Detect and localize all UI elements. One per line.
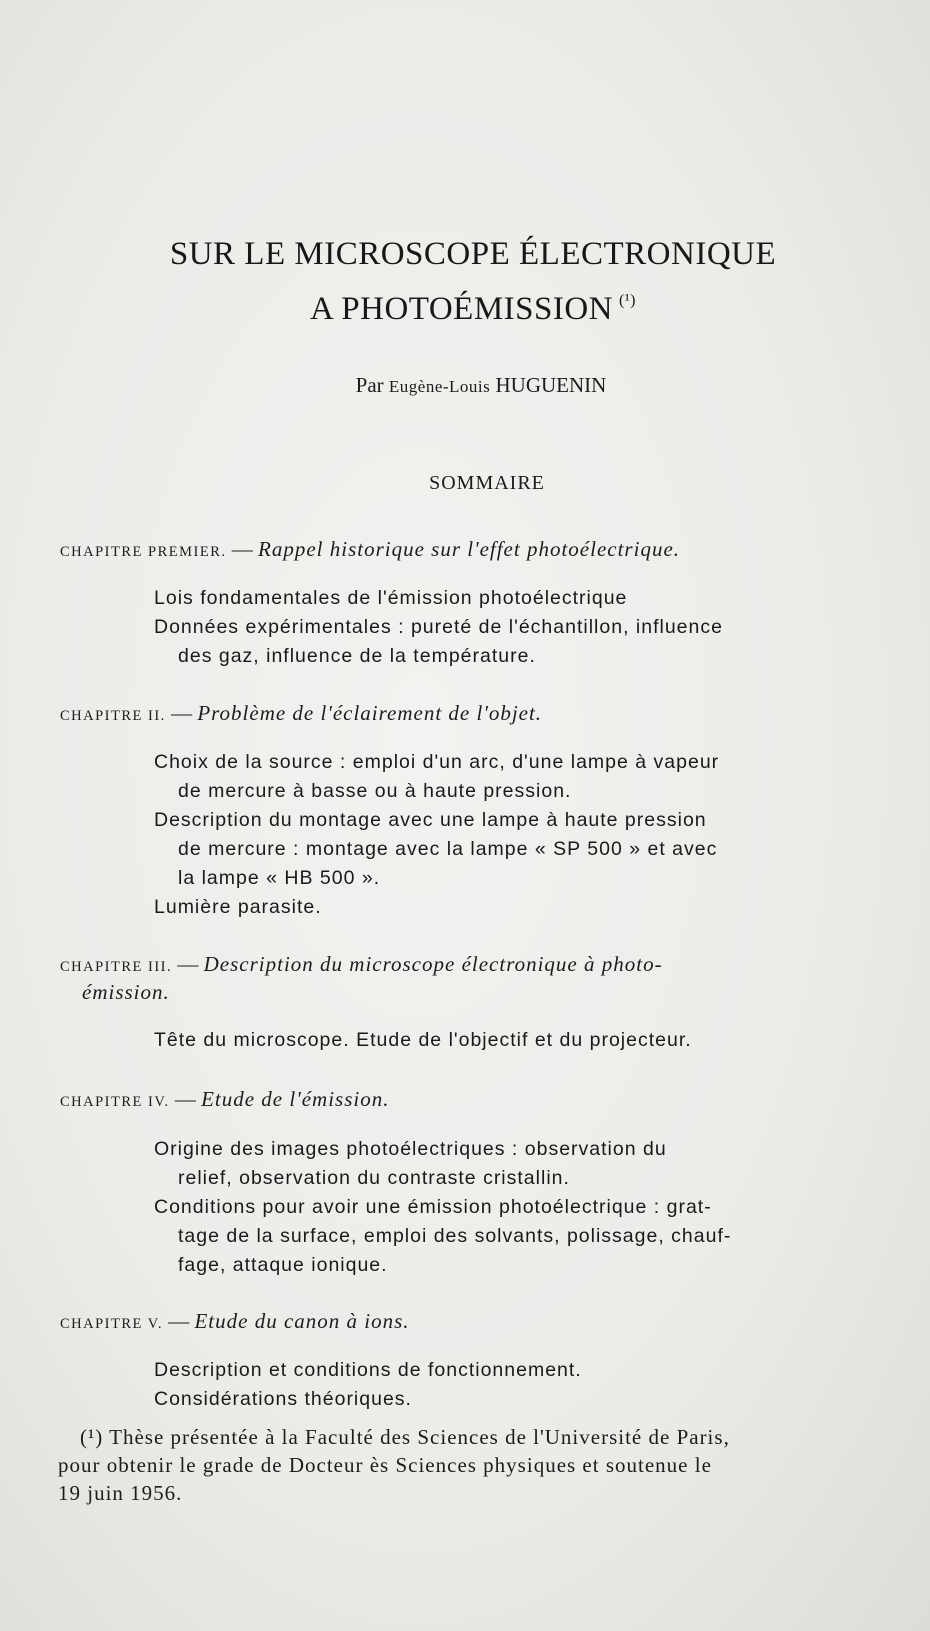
- author-prefix: Par: [355, 373, 384, 397]
- chapter-1-heading: [60, 537, 820, 562]
- chapter-1-line: Données expérimentales : pureté de l'échantillon, influence: [154, 616, 723, 638]
- chapter-3-contents: [154, 1026, 834, 1055]
- chapter-2-line: Lumière parasite.: [154, 896, 322, 918]
- chapter-3-label: CHAPITRE III.: [60, 959, 173, 975]
- chapter-2-line: Description du montage avec une lampe à haute pression: [154, 809, 707, 831]
- chapter-2-line: la lampe « HB 500 ».: [178, 867, 381, 889]
- chapter-4-dash: —: [174, 1087, 196, 1111]
- chapter-3-line: Tête du microscope. Etude de l'objectif et du projecteur.: [154, 1029, 692, 1051]
- footnote-line: (¹) Thèse présentée à la Faculté des Sciences de l'Université de Paris,: [80, 1425, 730, 1449]
- document-title-line-2: [8, 291, 930, 328]
- chapter-1-contents: [154, 584, 834, 671]
- chapter-1-dash: —: [231, 537, 253, 561]
- chapter-2-line: de mercure : montage avec la lampe « SP 500 » et avec: [178, 838, 718, 860]
- chapter-4-line: fage, attaque ionique.: [178, 1254, 388, 1276]
- chapter-4-heading: [60, 1087, 820, 1112]
- chapter-2-title: Problème de l'éclairement de l'objet.: [197, 701, 543, 725]
- chapter-2-line: Choix de la source : emploi d'un arc, d'une lampe à vapeur: [154, 751, 720, 773]
- chapter-5-line: Considérations théoriques.: [154, 1388, 412, 1410]
- chapter-3-heading-continued: [82, 980, 842, 1005]
- document-title-line-1: SUR LE MICROSCOPE ÉLECTRONIQUE: [169, 236, 777, 272]
- footnote-line: 19 juin 1956.: [58, 1481, 183, 1505]
- chapter-4-label: CHAPITRE IV.: [60, 1094, 170, 1110]
- chapter-2-line: de mercure à basse ou à haute pression.: [178, 780, 572, 802]
- chapter-1-line: des gaz, influence de la température.: [178, 645, 536, 667]
- footnote: [58, 1423, 898, 1507]
- document-title-line-2-text: A PHOTOÉMISSION: [310, 291, 614, 327]
- chapter-5-heading: [60, 1309, 820, 1334]
- chapter-4-contents: [154, 1135, 834, 1280]
- chapter-3-dash: —: [177, 952, 199, 976]
- chapter-4-line: Conditions pour avoir une émission photoélectrique : grat-: [154, 1196, 712, 1218]
- chapter-2-label: CHAPITRE II.: [60, 708, 166, 724]
- chapter-1-title: Rappel historique sur l'effet photoélectrique.: [258, 537, 681, 561]
- chapter-2-contents: [154, 748, 834, 922]
- chapter-3-title-continued: émission.: [82, 980, 170, 1004]
- chapter-1-line: Lois fondamentales de l'émission photoélectrique: [154, 587, 628, 609]
- chapter-5-contents: [154, 1356, 834, 1414]
- chapter-4-line: relief, observation du contraste cristallin.: [178, 1167, 570, 1189]
- chapter-3-heading: [60, 952, 820, 977]
- summary-heading: SOMMAIRE: [429, 472, 545, 494]
- chapter-5-label: CHAPITRE V.: [60, 1316, 163, 1332]
- author-first-names: Eugène-Louis: [388, 377, 491, 396]
- chapter-2-dash: —: [171, 701, 193, 725]
- chapter-4-title: Etude de l'émission.: [201, 1087, 390, 1111]
- chapter-2-heading: [60, 701, 820, 726]
- chapter-3-title: Description du microscope électronique à photo-: [203, 952, 663, 976]
- chapter-1-label: CHAPITRE PREMIER.: [60, 544, 227, 560]
- chapter-5-line: Description et conditions de fonctionnement.: [154, 1359, 582, 1381]
- title-footnote-mark: (¹): [619, 292, 636, 309]
- author-surname: HUGUENIN: [495, 373, 607, 397]
- chapter-4-line: tage de la surface, emploi des solvants, polissage, chauf-: [178, 1225, 732, 1247]
- chapter-4-line: Origine des images photoélectriques : observation du: [154, 1138, 667, 1160]
- chapter-5-title: Etude du canon à ions.: [194, 1309, 410, 1333]
- footnote-line: pour obtenir le grade de Docteur ès Sciences physiques et soutenue le: [58, 1453, 712, 1477]
- chapter-5-dash: —: [168, 1309, 190, 1333]
- author-line: [0, 373, 930, 398]
